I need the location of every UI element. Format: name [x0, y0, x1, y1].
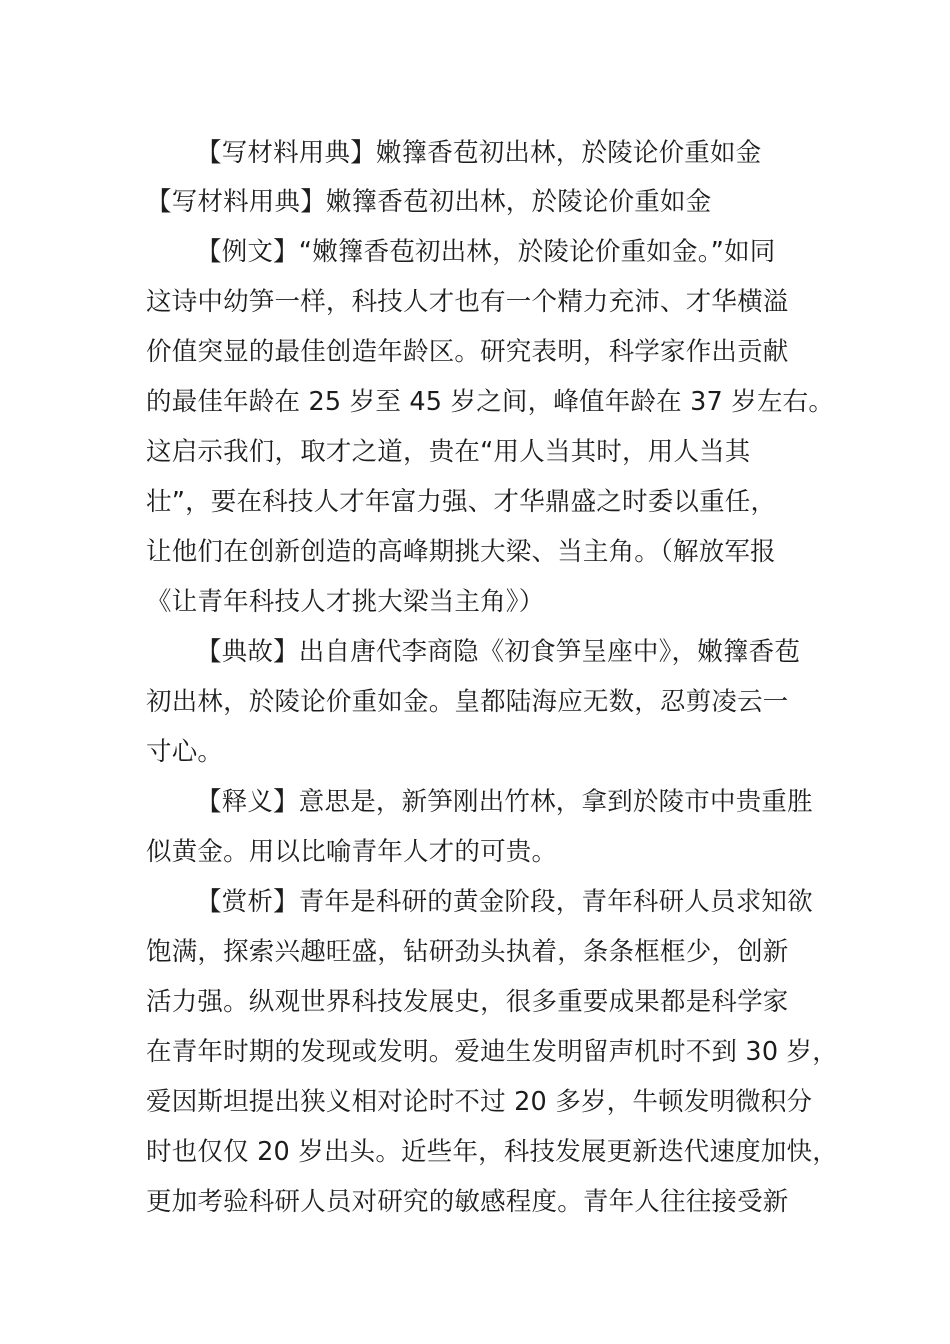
paragraph-line: 【释义】意思是，新笋刚出竹林，拿到於陵市中贵重胜	[196, 787, 813, 817]
paragraph-line: 饱满，探索兴趣旺盛，钻研劲头执着，条条框框少，创新	[146, 937, 789, 967]
paragraph-line: 在青年时期的发现或发明。爱迪生发明留声机时不到 30 岁，	[146, 1037, 838, 1067]
page-subtitle: 【写材料用典】嫩籜香苞初出林，於陵论价重如金	[146, 187, 712, 217]
paragraph-line: 这诗中幼笋一样，科技人才也有一个精力充沛、才华横溢	[146, 287, 789, 317]
paragraph-line: 【例文】“嫩籜香苞初出林，於陵论价重如金。”如同	[196, 237, 776, 267]
paragraph-line: 这启示我们，取才之道，贵在“用人当其时，用人当其	[146, 437, 751, 467]
paragraph-line: 更加考验科研人员对研究的敏感程度。青年人往往接受新	[146, 1187, 789, 1217]
paragraph-line: 时也仅仅 20 岁出头。近些年，科技发展更新迭代速度加快，	[146, 1137, 838, 1167]
paragraph-line: 价值突显的最佳创造年龄区。研究表明，科学家作出贡献	[146, 337, 789, 367]
paragraph-line: 壮”，要在科技人才年富力强、才华鼎盛之时委以重任，	[146, 487, 777, 517]
paragraph-line: 【赏析】青年是科研的黄金阶段，青年科研人员求知欲	[196, 887, 813, 917]
paragraph-line: 让他们在创新创造的高峰期挑大梁、当主角。（解放军报	[146, 537, 776, 567]
paragraph-line: 活力强。纵观世界科技发展史，很多重要成果都是科学家	[146, 987, 789, 1017]
page-title: 【写材料用典】嫩籜香苞初出林，於陵论价重如金	[196, 138, 762, 168]
paragraph-line: 爱因斯坦提出狭义相对论时不过 20 多岁，牛顿发明微积分	[146, 1087, 813, 1117]
paragraph-line: 《让青年科技人才挑大梁当主角》）	[146, 587, 545, 617]
paragraph-line: 寸心。	[146, 737, 224, 767]
paragraph-line: 初出林，於陵论价重如金。皇都陆海应无数，忍剪凌云一	[146, 687, 789, 717]
paragraph-line: 【典故】出自唐代李商隐《初食笋呈座中》，嫩籜香苞	[196, 637, 801, 667]
paragraph-line: 似黄金。用以比喻青年人才的可贵。	[146, 837, 558, 867]
paragraph-line: 的最佳年龄在 25 岁至 45 岁之间，峰值年龄在 37 岁左右。	[146, 387, 835, 417]
